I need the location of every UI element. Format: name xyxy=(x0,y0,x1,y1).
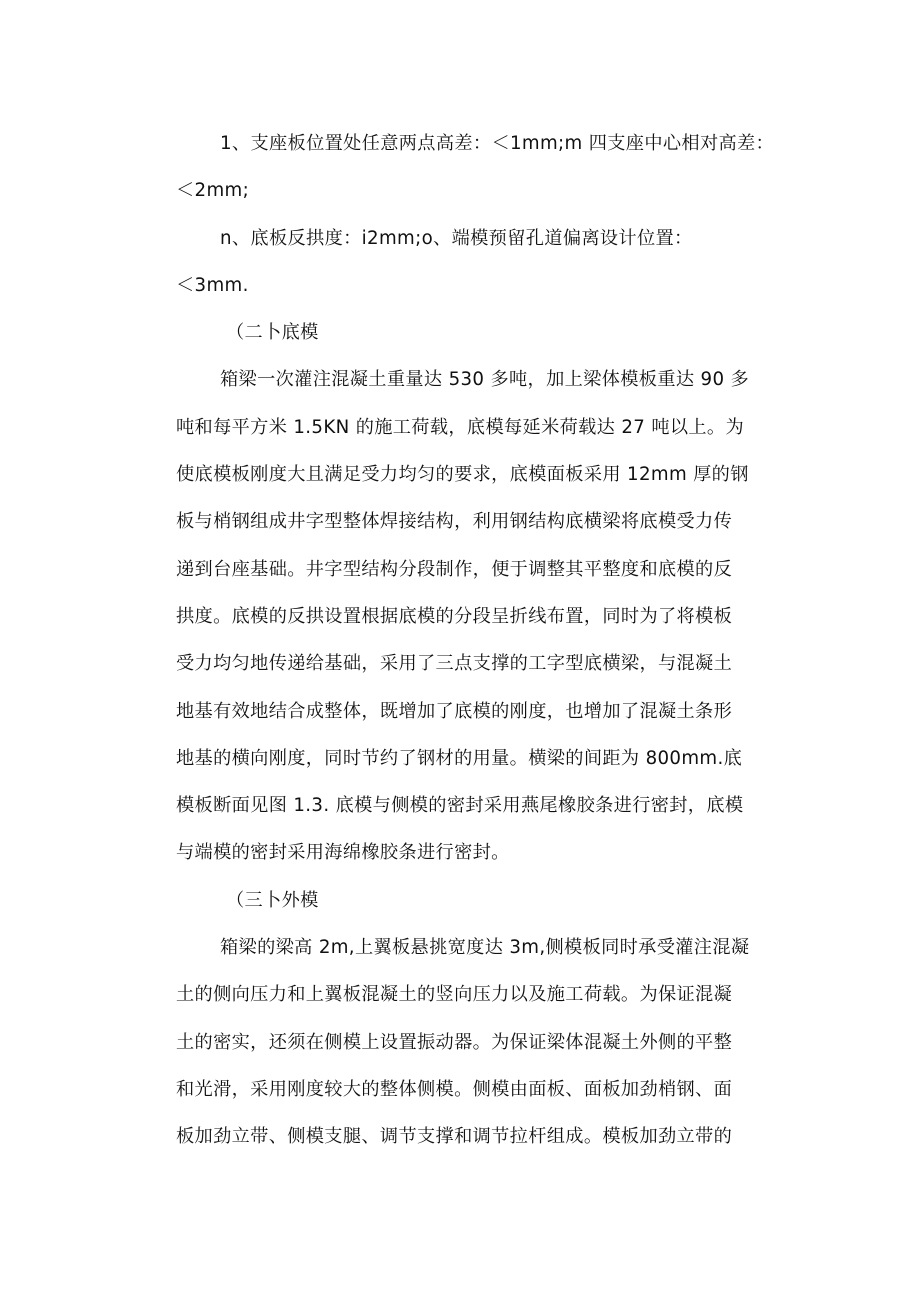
text-line: 地基有效地结合成整体，既增加了底模的刚度，也增加了混凝土条形 xyxy=(176,700,733,722)
document-body xyxy=(176,120,796,1161)
text-line: 板与梢钢组成井字型整体焊接结构，利用钢结构底横梁将底模受力传 xyxy=(176,511,733,533)
text-line: 拱度。底模的反拱设置根据底模的分段呈折线布置，同时为了将模板 xyxy=(176,605,733,627)
text-line: 受力均匀地传递给基础，采用了三点支撑的工字型底横梁，与混凝土 xyxy=(176,653,733,675)
text-line: 递到台座基础。井字型结构分段制作，便于调整其平整度和底模的反 xyxy=(176,558,733,580)
section-heading: （二卜底模 xyxy=(226,322,319,344)
text-line: n、底板反拱度：i2mm;o、端模预留孔道偏离设计位置： xyxy=(220,227,693,249)
section-heading: （三卜外模 xyxy=(226,889,319,911)
text-line: 箱梁的梁高 2m,上翼板悬挑宽度达 3m,侧模板同时承受灌注混凝 xyxy=(220,937,750,959)
text-line: 使底模板刚度大且满足受力均匀的要求，底模面板采用 12mm 厚的钢 xyxy=(176,464,749,486)
text-line: 和光滑，采用刚度较大的整体侧模。侧模由面板、面板加劲梢钢、面 xyxy=(176,1078,733,1100)
text-line: ＜3mm. xyxy=(176,274,249,296)
text-line: 土的侧向压力和上翼板混凝土的竖向压力以及施工荷载。为保证混凝 xyxy=(176,984,733,1006)
text-line: 土的密实，还须在侧模上设置振动器。为保证梁体混凝土外侧的平整 xyxy=(176,1031,733,1053)
text-line: 板加劲立带、侧模支腿、调节支撑和调节拉杆组成。模板加劲立带的 xyxy=(176,1126,733,1148)
text-line: 吨和每平方米 1.5KN 的施工荷载，底模每延米荷载达 27 吨以上。为 xyxy=(176,416,745,438)
text-line: 地基的横向刚度，同时节约了钢材的用量。横梁的间距为 800mm.底 xyxy=(176,747,743,769)
text-line: 与端模的密封采用海绵橡胶条进行密封。 xyxy=(176,842,510,864)
text-line: ＜2mm; xyxy=(176,180,250,202)
text-line: 模板断面见图 1.3. 底模与侧模的密封采用燕尾橡胶条进行密封，底模 xyxy=(176,795,744,817)
text-line: 1、支座板位置处任意两点高差：＜1mm;m 四支座中心相对高差： xyxy=(220,133,775,154)
text-line: 箱梁一次灌注混凝土重量达 530 多吨，加上梁体模板重达 90 多 xyxy=(220,369,750,391)
